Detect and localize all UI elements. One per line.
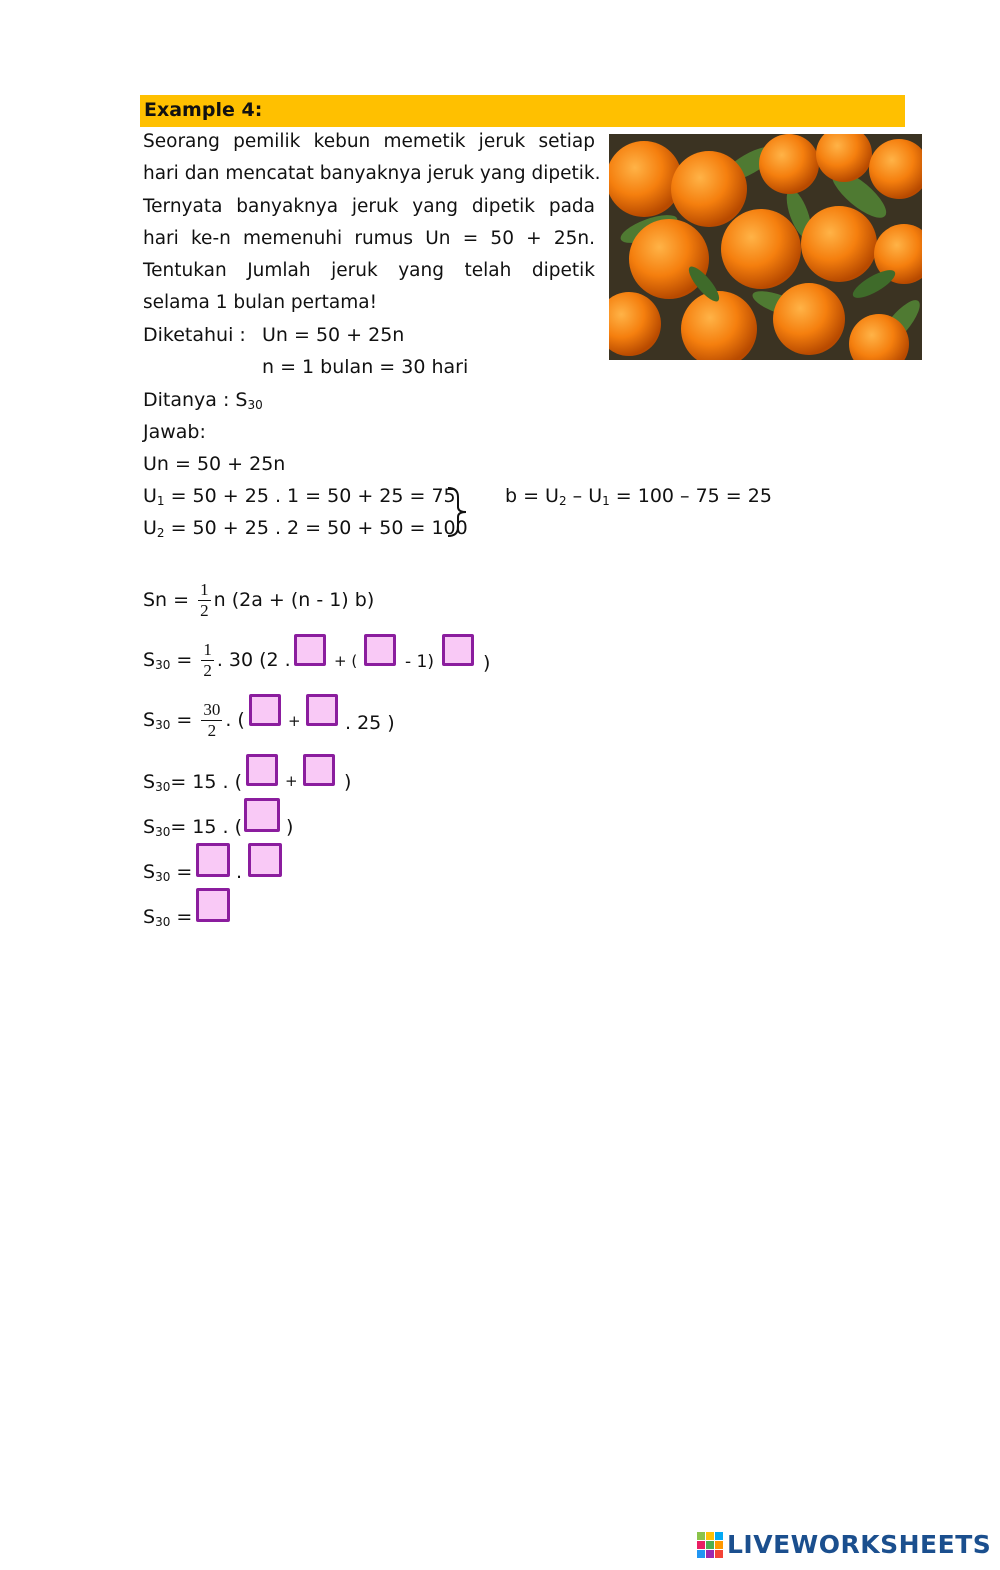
step4-close: ) <box>286 816 294 838</box>
step2-plus: + <box>288 712 301 730</box>
answer-box-b[interactable] <box>442 634 474 666</box>
problem-line-6: selama 1 bulan pertama! <box>143 292 378 313</box>
answer-box-4[interactable] <box>244 798 280 832</box>
step3-plus: + <box>285 772 298 790</box>
step5-line: $S_{30}$ = <box>143 861 193 884</box>
curly-brace-icon <box>442 485 472 539</box>
brand-name: LIVEWORKSHEETS <box>727 1530 992 1559</box>
known-label: Diketahui : <box>143 324 246 346</box>
answer-box-3a[interactable] <box>246 754 278 786</box>
step3-line: $S_{30}= 15$ . ( <box>143 771 243 794</box>
step1-minus: - 1) <box>405 652 434 672</box>
u2-line: $U_2 = 50 + 25$ . 2 = 50 + 50 = 100 <box>143 517 468 540</box>
step2-line: $S_{30}$ = $\frac{30}{2}$ . ( <box>143 700 245 740</box>
answer-box-3b[interactable] <box>303 754 335 786</box>
problem-line-5: Tentukan Jumlah jeruk yang telah dipetik <box>143 260 595 281</box>
answer-box-5b[interactable] <box>248 843 282 877</box>
step2-close: . 25 ) <box>345 712 395 734</box>
liveworksheets-logo <box>697 1530 991 1559</box>
sn-formula: Sn = $\frac{1}{2}$ n (2a + (n - 1) b) <box>143 580 375 620</box>
step3-close: ) <box>344 771 352 793</box>
answer-box-a[interactable] <box>294 634 326 666</box>
answer-box-5a[interactable] <box>196 843 230 877</box>
answer-label: Jawab: <box>143 421 206 443</box>
u1-line: $U_1 = 50 + 25$ . 1 = 50 + 25 = 75 <box>143 485 456 508</box>
known-n: n = 1 bulan = 30 hari <box>262 356 469 378</box>
answer-box-final[interactable] <box>196 888 230 922</box>
known-formula: Un = 50 + 25n <box>262 324 405 346</box>
half-fraction: $\frac{1}{2}$ <box>200 580 209 620</box>
answer-box-n-minus-1[interactable] <box>306 694 338 726</box>
half-fraction: $\frac{1}{2}$ <box>203 640 212 680</box>
example-banner <box>140 95 905 127</box>
problem-line-2: hari dan mencatat banyaknya jeruk yang dipetik. <box>143 163 601 184</box>
step5-dot: . <box>236 861 243 883</box>
example-title: Example 4: <box>144 99 263 121</box>
difference-b: $b = U_2 - U_1 = 100 - 75 = 25$ <box>505 485 772 508</box>
step1-close: ) <box>483 652 491 674</box>
asked-line: Ditanya : $S_{30}$ <box>143 389 263 412</box>
problem-line-3: Ternyata banyaknya jeruk yang dipetik pada <box>143 196 595 217</box>
step1-plus: + ( <box>334 652 358 670</box>
problem-line-4: hari ke-n memenuhi rumus Un = 50 + 25n. <box>143 228 595 249</box>
answer-box-n[interactable] <box>364 634 396 666</box>
oranges-photo <box>609 134 922 360</box>
step1-line: $S_{30}$ = $\frac{1}{2}$ . 30 (2 . <box>143 640 291 680</box>
step6-line: $S_{30}$ = <box>143 906 193 929</box>
thirty-half-fraction: $\frac{30}{2}$ <box>203 700 221 740</box>
step4-line: $S_{30}= 15$ . ( <box>143 816 243 839</box>
logo-grid-icon <box>697 1532 723 1558</box>
answer-formula: Un = 50 + 25n <box>143 453 286 475</box>
answer-box-2a[interactable] <box>249 694 281 726</box>
problem-line-1: Seorang pemilik kebun memetik jeruk setiap <box>143 131 595 152</box>
